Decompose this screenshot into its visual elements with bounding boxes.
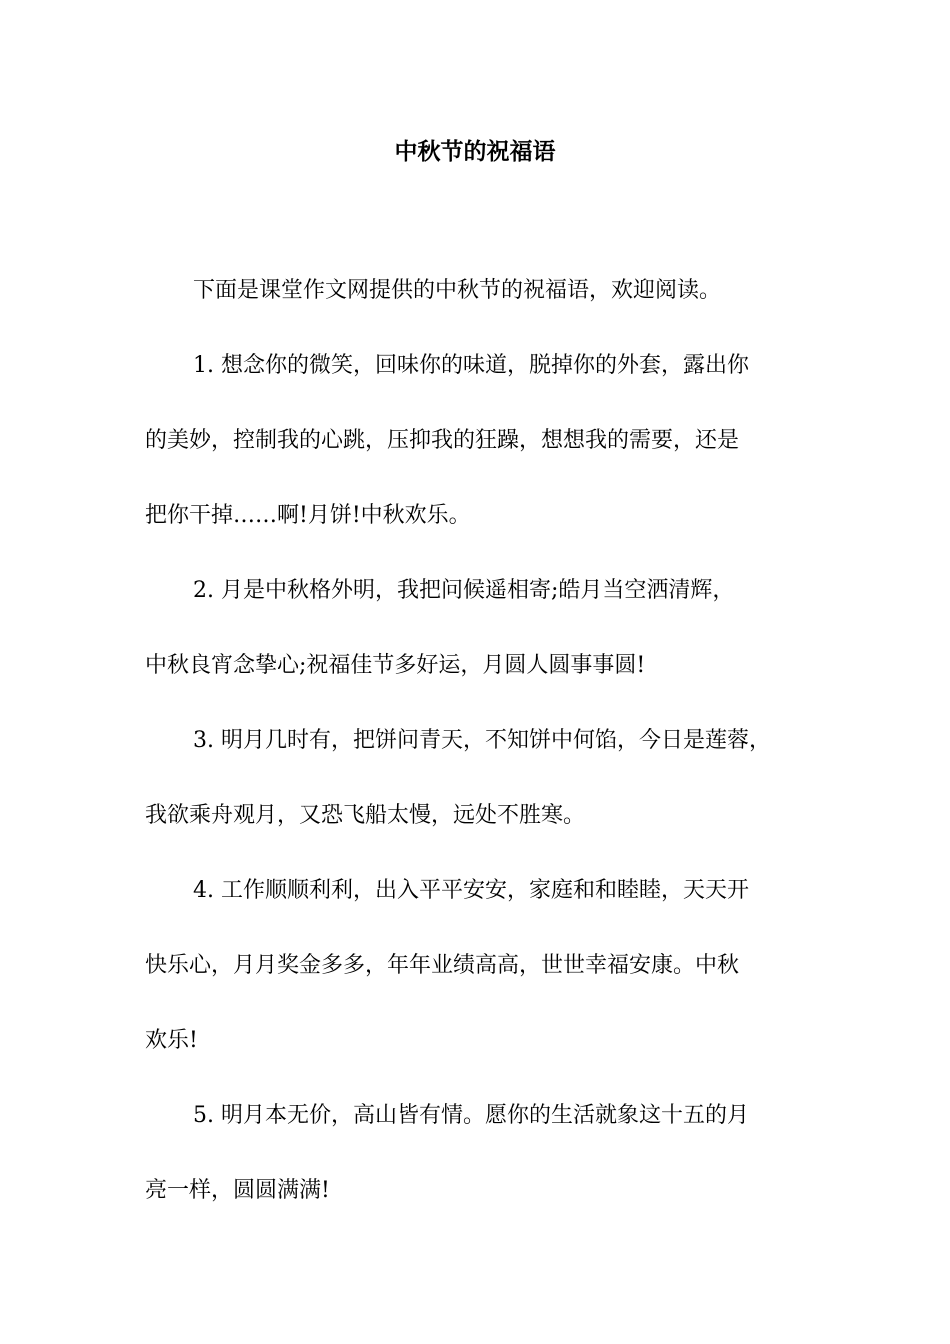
paragraph-line: 快乐心，月月奖金多多，年年业绩高高，世世幸福安康。中秋	[145, 953, 740, 978]
paragraph-line: 2. 月是中秋格外明，我把问候遥相寄;皓月当空洒清辉，	[193, 578, 735, 603]
paragraph-wish-1	[145, 328, 830, 553]
document-body	[145, 253, 830, 1228]
paragraph-line: 的美妙，控制我的心跳，压抑我的狂躁，想想我的需要，还是	[145, 428, 740, 453]
paragraph-intro	[145, 253, 830, 328]
paragraph-line: 5. 明月本无价，高山皆有情。愿你的生活就象这十五的月	[193, 1103, 749, 1128]
paragraph-wish-4	[145, 853, 830, 1078]
paragraph-line: 我欲乘舟观月，又恐飞船太慢，远处不胜寒。	[145, 803, 586, 828]
paragraph-wish-5	[145, 1078, 830, 1228]
paragraph-line: 3. 明月几时有，把饼问青天，不知饼中何馅，今日是莲蓉，	[193, 728, 771, 753]
paragraph-line: 欢乐!	[145, 1028, 198, 1053]
paragraph-line: 4. 工作顺顺利利，出入平平安安，家庭和和睦睦，天天开	[193, 878, 749, 903]
paragraph-line: 中秋良宵念挚心;祝福佳节多好运，月圆人圆事事圆!	[145, 653, 646, 678]
paragraph-wish-3	[145, 703, 830, 853]
paragraph-wish-2	[145, 553, 830, 703]
paragraph-line: 亮一样，圆圆满满!	[145, 1178, 330, 1203]
paragraph-line: 1. 想念你的微笑，回味你的味道，脱掉你的外套，露出你	[193, 353, 749, 378]
paragraph-line: 把你干掉……啊!月饼!中秋欢乐。	[145, 503, 471, 528]
document-title: 中秋节的祝福语	[394, 138, 556, 165]
paragraph-line: 下面是课堂作文网提供的中秋节的祝福语，欢迎阅读。	[193, 278, 722, 303]
